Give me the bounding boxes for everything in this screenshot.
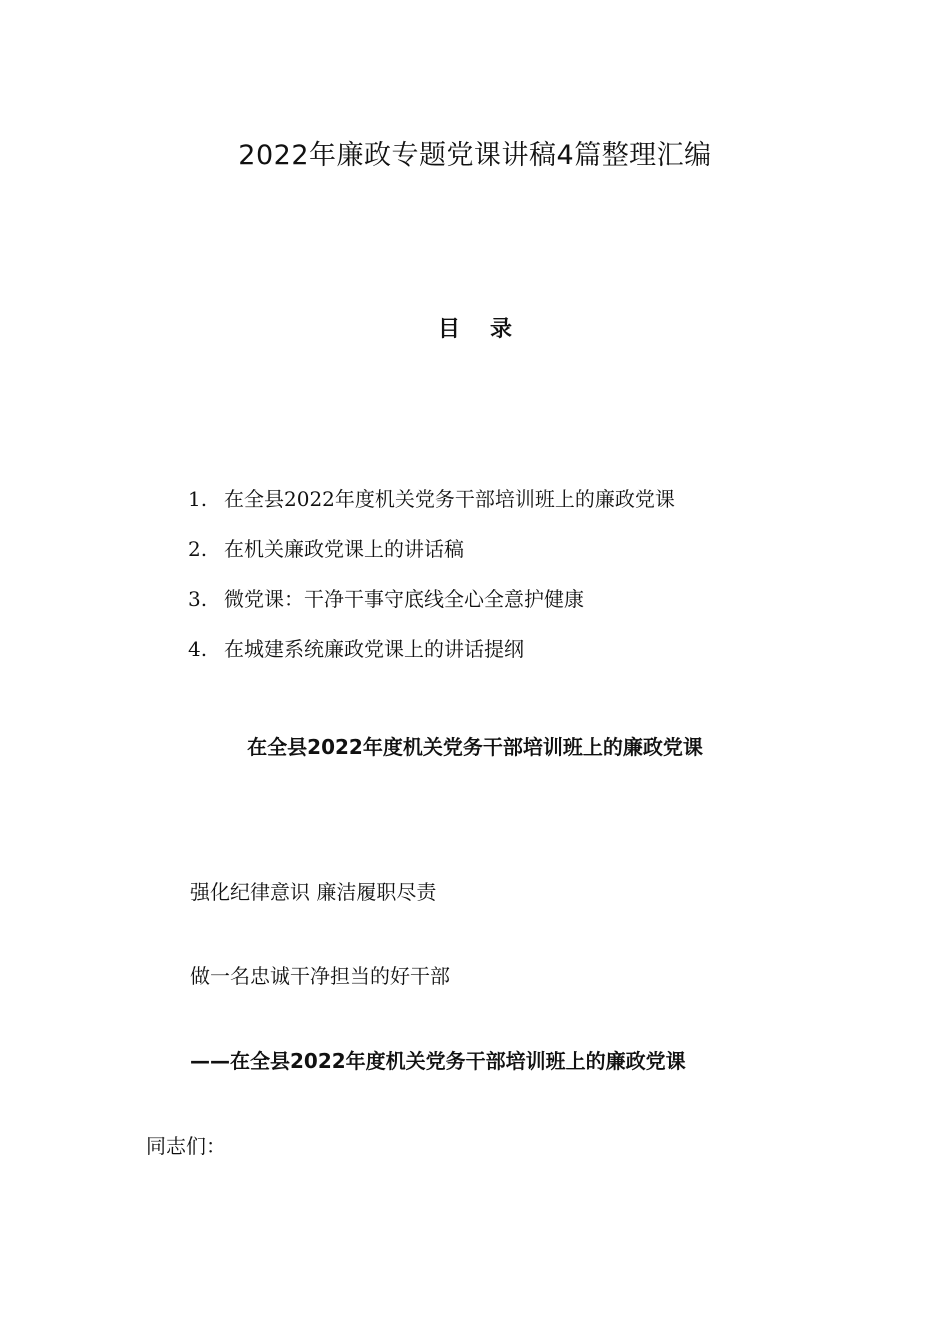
theme-line-2: 做一名忠诚干净担当的好干部	[190, 964, 450, 988]
salutation: 同志们：	[146, 1134, 226, 1158]
document-title: 2022年廉政专题党课讲稿4篇整理汇编	[238, 140, 712, 171]
toc-item-3[interactable]	[188, 583, 675, 633]
toc-item-label: 在全县2022年度机关党务干部培训班上的廉政党课	[224, 487, 675, 511]
toc-item-1[interactable]	[188, 483, 675, 533]
toc-item-number: 1.	[188, 487, 208, 511]
toc-item-label: 在城建系统廉政党课上的讲话提纲	[224, 637, 524, 661]
toc-item-number: 4.	[188, 637, 208, 661]
toc-item-2[interactable]	[188, 533, 675, 583]
toc-item-number: 3.	[188, 587, 208, 611]
theme-line-1: 强化纪律意识 廉洁履职尽责	[190, 880, 437, 904]
toc-item-number: 2.	[188, 537, 208, 561]
toc-item-4[interactable]	[188, 633, 675, 683]
toc-item-label: 微党课：干净干事守底线全心全意护健康	[224, 587, 584, 611]
section-title: 在全县2022年度机关党务干部培训班上的廉政党课	[247, 735, 703, 759]
table-of-contents	[188, 483, 675, 683]
toc-heading: 目录	[437, 317, 542, 342]
toc-item-label: 在机关廉政党课上的讲话稿	[224, 537, 464, 561]
section-byline: ——在全县2022年度机关党务干部培训班上的廉政党课	[190, 1049, 686, 1073]
